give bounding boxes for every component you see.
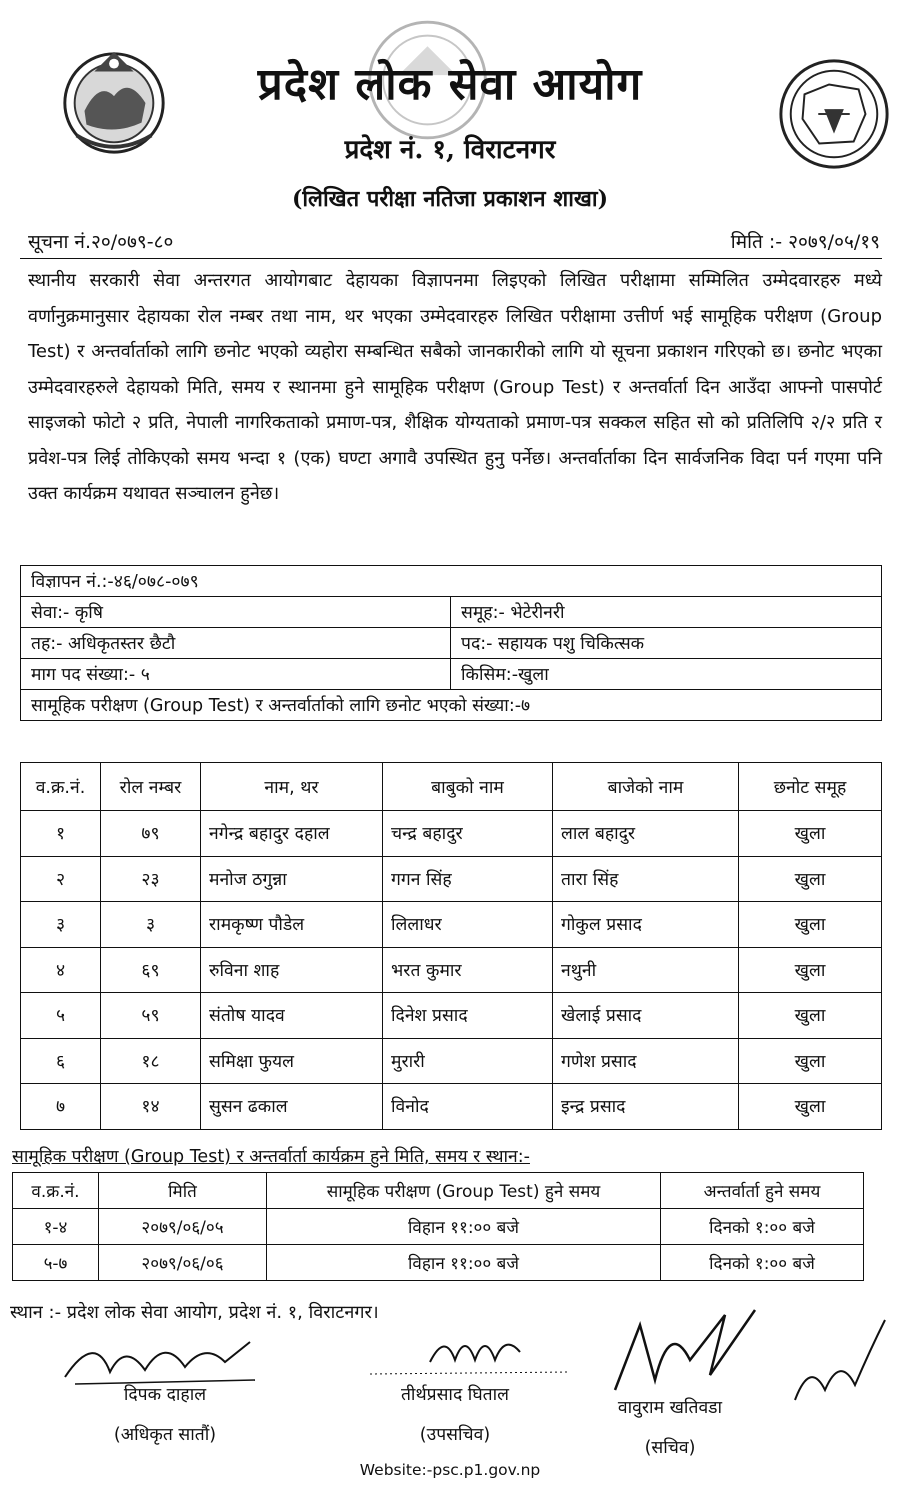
post-cell: पद:- सहायक पशु चिकित्सक — [451, 628, 882, 659]
header-group: छनोट समूह — [739, 763, 882, 811]
grandfather-cell: गणेश प्रसाद — [553, 1038, 739, 1084]
demand-cell: माग पद संख्या:- ५ — [21, 659, 451, 690]
header-group-test-time: सामूहिक परीक्षण (Group Test) हुने समय — [267, 1173, 661, 1209]
header-name: नाम, थर — [201, 763, 383, 811]
header-roll: रोल नम्बर — [101, 763, 201, 811]
header-interview-time: अन्तर्वार्ता हुने समय — [661, 1173, 864, 1209]
serial-cell: ४ — [21, 947, 101, 993]
signatory-name: वावुराम खतिवडा — [617, 1398, 723, 1418]
signatory-3 — [580, 1388, 760, 1468]
group-cell: खुला — [739, 811, 882, 857]
organization-subtitle: प्रदेश नं. १, विराटनगर — [344, 135, 556, 165]
signatory-role: (सचिव) — [644, 1438, 696, 1458]
candidates-table — [20, 762, 882, 1130]
letterhead — [0, 0, 900, 225]
serial-range-cell: ५-७ — [13, 1245, 99, 1281]
header-date: मिति — [99, 1173, 267, 1209]
grandfather-cell: गोकुल प्रसाद — [553, 902, 739, 948]
type-cell: किसिम:-खुला — [451, 659, 882, 690]
website-footer: Website:-psc.p1.gov.np — [359, 1461, 541, 1479]
table-row — [21, 993, 882, 1039]
name-cell: सुसन ढकाल — [201, 1084, 383, 1130]
roll-cell: १४ — [101, 1084, 201, 1130]
roll-cell: १८ — [101, 1038, 201, 1084]
father-cell: चन्द्र बहादुर — [383, 811, 553, 857]
schedule-table — [12, 1172, 864, 1281]
group-cell: खुला — [739, 1038, 882, 1084]
roll-cell: ३ — [101, 902, 201, 948]
roll-cell: ६९ — [101, 947, 201, 993]
table-row — [13, 1209, 864, 1245]
advertisement-info-table — [20, 565, 882, 721]
serial-cell: ५ — [21, 993, 101, 1039]
table-row — [21, 1084, 882, 1130]
group-cell: समूह:- भेटेरीनरी — [451, 597, 882, 628]
notice-meta — [28, 228, 880, 258]
serial-cell: ७ — [21, 1084, 101, 1130]
notice-body: स्थानीय सरकारी सेवा अन्तरगत आयोगबाट देहायका विज्ञापनमा लिइएको लिखित परीक्षामा सम्मिलित उम्मेदवारहरु मध्ये वर्णानुक्रमानुसार देहायका रोल नम्बर तथा नाम, थर भएका उम्मेदवारहरु लिखित परीक्षामा उत्तीर्ण भई सामूहिक परीक्षण (Group Test) र अन्तर्वार्ताको लागि छनोट भएको व्यहोरा सम्बन्धित सबैको जानकारीको लागि यो सूचना प्रकाशन गरिएको छ। छनोट भएका उम्मेदवारहरुले देहायको मिति, समय र स्थानमा हुने सामूहिक परीक्षण (Group Test) र अन्तर्वार्ता दिन आउँदा आफ्नो पासपोर्ट साइजको फोटो २ प्रति, नेपाली नागरिकताको प्रमाण-पत्र, शैक्षिक योग्यताको प्रमाण-पत्र सक्कल सहित सो को प्रतिलिपि २/२ प्रति र प्रवेश-पत्र लिई तोकिएको समय भन्दा १ (एक) घण्टा अगावै उपस्थित हुनु पर्नेछ। अन्तर्वार्ताका दिन सार्वजनिक विदा पर्न गएमा पनि उक्त कार्यक्रम यथावत सञ्चालन हुनेछ। — [28, 270, 882, 504]
selected-count-cell: सामूहिक परीक्षण (Group Test) र अन्तर्वार्ताको लागि छनोट भएको संख्या:-७ — [21, 690, 882, 721]
date-cell: २०७९/०६/०६ — [99, 1245, 267, 1281]
father-cell: भरत कुमार — [383, 947, 553, 993]
table-row — [21, 811, 882, 857]
serial-cell: १ — [21, 811, 101, 857]
header-divider — [20, 258, 882, 259]
interview-time-cell: दिनको १:०० बजे — [661, 1245, 864, 1281]
grandfather-cell: इन्द्र प्रसाद — [553, 1084, 739, 1130]
group-test-time-cell: विहान ११:०० बजे — [267, 1245, 661, 1281]
table-row — [21, 856, 882, 902]
name-cell: समिक्षा फुयल — [201, 1038, 383, 1084]
grandfather-cell: तारा सिंह — [553, 856, 739, 902]
signatory-1 — [60, 1375, 270, 1455]
service-cell: सेवा:- कृषि — [21, 597, 451, 628]
roll-cell: ७९ — [101, 811, 201, 857]
father-cell: विनोद — [383, 1084, 553, 1130]
grandfather-cell: लाल बहादुर — [553, 811, 739, 857]
father-cell: दिनेश प्रसाद — [383, 993, 553, 1039]
father-cell: मुरारी — [383, 1038, 553, 1084]
header-serial: व.क्र.नं. — [13, 1173, 99, 1209]
advertisement-number: विज्ञापन नं.:-४६/०७८-०७९ — [21, 566, 882, 597]
group-cell: खुला — [739, 1084, 882, 1130]
grandfather-cell: नथुनी — [553, 947, 739, 993]
name-cell: नगेन्द्र बहादुर दहाल — [201, 811, 383, 857]
serial-cell: २ — [21, 856, 101, 902]
father-cell: लिलाधर — [383, 902, 553, 948]
level-cell: तह:- अधिकृतस्तर छैटौ — [21, 628, 451, 659]
roll-cell: ५९ — [101, 993, 201, 1039]
group-cell: खुला — [739, 856, 882, 902]
signatory-name: तीर्थप्रसाद घिताल — [400, 1385, 510, 1405]
group-cell: खुला — [739, 902, 882, 948]
name-cell: मनोज ठगुन्ना — [201, 856, 383, 902]
group-test-time-cell: विहान ११:०० बजे — [267, 1209, 661, 1245]
header-grandfather: बाजेको नाम — [553, 763, 739, 811]
serial-range-cell: १-४ — [13, 1209, 99, 1245]
header-father: बाबुको नाम — [383, 763, 553, 811]
date-cell: २०७९/०६/०५ — [99, 1209, 267, 1245]
group-cell: खुला — [739, 947, 882, 993]
name-cell: रामकृष्ण पौडेल — [201, 902, 383, 948]
signatory-2 — [345, 1375, 565, 1455]
organization-title: प्रदेश लोक सेवा आयोग — [257, 59, 643, 110]
signatory-role: (उपसचिव) — [419, 1425, 491, 1445]
name-cell: संतोष यादव — [201, 993, 383, 1039]
venue-line: स्थान :- प्रदेश लोक सेवा आयोग, प्रदेश नं. १, विराटनगर। — [10, 1302, 379, 1323]
interview-time-cell: दिनको १:०० बजे — [661, 1209, 864, 1245]
table-row — [21, 902, 882, 948]
candidates-header-row — [21, 763, 882, 811]
grandfather-cell: खेलाई प्रसाद — [553, 993, 739, 1039]
roll-cell: २३ — [101, 856, 201, 902]
header-serial: व.क्र.नं. — [21, 763, 101, 811]
father-cell: गगन सिंह — [383, 856, 553, 902]
notice-number: सूचना नं.२०/०७९-८० — [28, 231, 174, 253]
branch-name: (लिखित परीक्षा नतिजा प्रकाशन शाखा) — [291, 186, 609, 212]
table-row — [13, 1245, 864, 1281]
signatory-role: (अधिकृत सातौं) — [113, 1425, 217, 1445]
signature-scribble-2 — [360, 1322, 580, 1382]
table-row — [21, 1038, 882, 1084]
group-cell: खुला — [739, 993, 882, 1039]
name-cell: रुविना शाह — [201, 947, 383, 993]
serial-cell: ६ — [21, 1038, 101, 1084]
serial-cell: ३ — [21, 902, 101, 948]
table-row — [21, 947, 882, 993]
notice-date: मिति :- २०७९/०५/१९ — [730, 231, 880, 253]
schedule-header-row — [13, 1173, 864, 1209]
schedule-caption: सामूहिक परीक्षण (Group Test) र अन्तर्वार्ता कार्यक्रम हुने मिति, समय र स्थान:- — [12, 1147, 530, 1167]
signatory-name: दिपक दाहाल — [123, 1385, 207, 1405]
